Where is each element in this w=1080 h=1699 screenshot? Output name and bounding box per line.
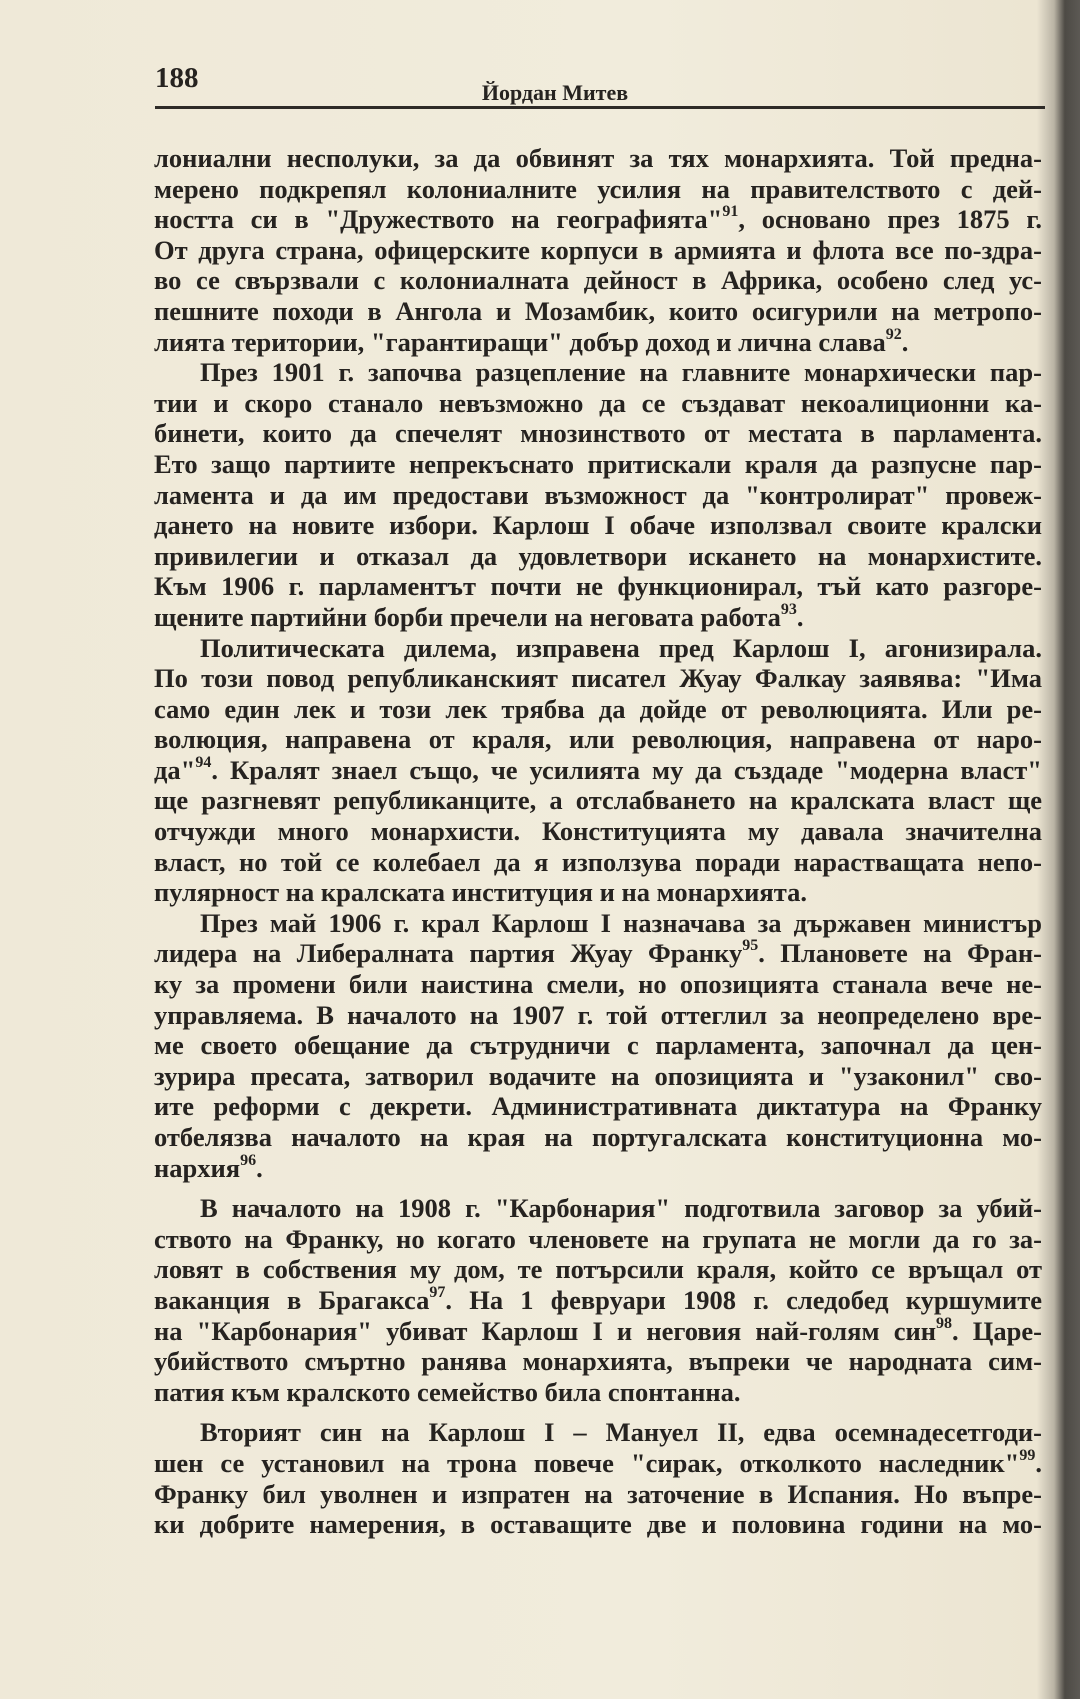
text-line-content [154, 510, 1042, 541]
text-line [154, 357, 1042, 388]
text-line [154, 1448, 1042, 1479]
text-run: Политическата дилема, изправена пред Карлош I, агонизирала. [200, 632, 1042, 663]
text-line-content [154, 235, 1042, 266]
text-line-content [154, 1479, 1042, 1510]
text-run: . [1035, 1447, 1042, 1478]
text-line-content [154, 969, 1042, 1000]
text-run: отбелязва началото на края на португалската конституционна мо- [154, 1122, 1042, 1152]
text-line-content [154, 1091, 1042, 1122]
text-run: Ето защо партиите непрекъснато притискали краля да разпусне пар- [154, 448, 1042, 479]
text-run: ку за промени били наистина смели, но опозицията станала вече не- [154, 969, 1042, 1000]
text-line-content [200, 633, 1042, 664]
text-line-content [154, 174, 1042, 205]
text-line-content [154, 1377, 740, 1408]
footnote-reference: 99 [1019, 1446, 1036, 1464]
footnote-reference: 98 [936, 1314, 953, 1332]
text-line-content [154, 602, 804, 633]
text-line-content [154, 785, 1042, 816]
running-title: Йордан Митев [481, 80, 629, 105]
text-line [154, 877, 1042, 908]
text-line-content [154, 1254, 1042, 1285]
text-line [154, 1030, 1042, 1061]
text-line [154, 755, 1042, 786]
text-run: . Плановете на Фран- [758, 938, 1042, 969]
text-run: пешните походи в Ангола и Мозамбик, които осигурили на метропо- [154, 295, 1042, 326]
text-run: . Кралят знаел също, че усилията му да създаде "модерна власт" [211, 754, 1042, 785]
text-line [154, 1091, 1042, 1122]
text-line-content [200, 1193, 1042, 1224]
text-run: на "Карбонария" убиват Карлош I и неговия най-голям син [154, 1315, 937, 1346]
text-line [154, 1000, 1042, 1031]
text-run: дането на новите избори. Карлош I обаче използвал своите кралски [154, 510, 1042, 541]
text-run: , основано през 1875 г. [738, 204, 1043, 235]
text-run: бинети, които да спечелят мнозинството от местата в парламента. [154, 418, 1042, 449]
text-line-content [154, 541, 1042, 572]
text-run: . Царе- [952, 1315, 1042, 1346]
text-run: Вторият син на Карлош I – Мануел II, едва осемнадесетгоди- [200, 1417, 1042, 1448]
text-run: отчужди много монархисти. Конституцията му давала значителна [154, 816, 1042, 847]
text-line [154, 1509, 1042, 1540]
text-run: ите реформи с декрети. Административната диктатура на Франку [154, 1091, 1042, 1122]
text-run: През май 1906 г. крал Карлош I назначава за държавен министър [200, 907, 1042, 938]
text-run: ме своето обещание да сътрудничи с парламента, започнал да цен- [154, 1030, 1042, 1061]
text-line [154, 938, 1042, 969]
text-run: ността си в "Дружеството на географията" [154, 204, 723, 235]
text-line [154, 1346, 1042, 1377]
text-line [154, 1417, 1042, 1448]
text-line-content [154, 1122, 1042, 1153]
text-line-content [200, 357, 1042, 388]
text-line-content [200, 1417, 1042, 1448]
text-line-content [154, 847, 1042, 878]
footnote-reference: 97 [429, 1283, 446, 1301]
text-run: ще разгневят републиканците, а отслабването на кралската власт ще [154, 785, 1042, 816]
text-line-content [154, 1285, 1042, 1316]
text-line [154, 541, 1042, 572]
footnote-reference: 92 [885, 325, 902, 343]
text-line [154, 602, 1042, 633]
text-run: лониални несполуки, за да обвинят за тях монархията. Той предна- [154, 143, 1042, 173]
text-line [154, 388, 1042, 419]
text-line [154, 418, 1042, 449]
text-line [154, 296, 1042, 327]
text-line [154, 327, 1042, 358]
text-run: . [796, 601, 804, 632]
text-line [154, 785, 1042, 816]
text-run: През 1901 г. започва разцепление на главните монархически пар- [200, 357, 1042, 388]
text-line-content [154, 1061, 1042, 1092]
footnote-reference: 95 [742, 937, 759, 955]
text-line [154, 724, 1042, 755]
text-line-content [154, 480, 1042, 511]
text-run: ваканция в Брагакса [154, 1284, 430, 1315]
text-line [154, 969, 1042, 1000]
text-run: . [256, 1152, 263, 1183]
text-line-content [154, 1153, 263, 1184]
text-line-content [154, 694, 1042, 725]
text-run: . [901, 326, 909, 357]
text-line-content [154, 418, 1042, 449]
text-line [154, 1153, 1042, 1184]
text-line-content [154, 1346, 1042, 1377]
text-line-content [154, 724, 1042, 755]
text-line-content [154, 816, 1042, 847]
text-line [154, 1377, 1042, 1408]
text-run: привилегии и отказал да удовлетвори искането на монархистите. [154, 540, 1042, 571]
text-run: волюция, направена от краля, или революция, направена от наро- [154, 724, 1042, 755]
text-run: лидера на Либералната партия Жуау Франку [154, 938, 743, 969]
text-line [154, 1479, 1042, 1510]
text-line-content [154, 327, 908, 358]
text-run: само един лек и този лек трябва да дойде от революцията. Или ре- [154, 693, 1042, 724]
text-run: ството на Франку, но когато членовете на групата не могли да го за- [154, 1223, 1042, 1254]
text-run: нархия [154, 1152, 241, 1183]
text-run: ловят в собствения му дом, те потърсили краля, който се връщал от [154, 1254, 1042, 1285]
footnote-reference: 91 [722, 203, 739, 221]
text-run: По този повод републиканският писател Жуау Фалкау заявява: "Има [154, 663, 1042, 694]
text-run: убийството смъртно ранява монархията, въпреки че народната сим- [154, 1346, 1042, 1377]
text-line [154, 449, 1042, 480]
text-line [154, 633, 1042, 664]
text-line [154, 1254, 1042, 1285]
text-run: во се свързвали с колониалната дейност в Африка, особено след ус- [154, 265, 1042, 296]
text-run: В началото на 1908 г. "Карбонария" подготвила заговор за убий- [200, 1193, 1042, 1224]
text-run: пулярност на кралската институция и на монархията. [154, 877, 807, 908]
text-line [154, 816, 1042, 847]
text-run: мерено подкрепял колониалните усилия на правителството с дей- [154, 173, 1042, 204]
text-line [154, 1316, 1042, 1347]
text-run: лията територии, "гарантиращи" добър доход и лична слава [154, 326, 886, 357]
text-line-content [154, 663, 1042, 694]
text-line [154, 663, 1042, 694]
text-run: власт, но той се колебаел да я използува поради нарастващата непо- [154, 846, 1042, 877]
text-run: управляема. В началото на 1907 г. той оттеглил за неопределено вре- [154, 999, 1042, 1030]
text-line [154, 265, 1042, 296]
text-line-content [200, 908, 1042, 939]
text-line-content [154, 1509, 1042, 1540]
text-run: тии и скоро станало невъзможно да се създават некоалиционни ка- [154, 387, 1042, 418]
text-run: От друга страна, офицерските корпуси в армията и флота все по-здра- [154, 234, 1042, 265]
footnote-reference: 96 [240, 1151, 257, 1169]
text-line [154, 908, 1042, 939]
text-run: . На 1 февруари 1908 г. следобед куршумите [445, 1284, 1043, 1315]
text-run: ки добрите намерения, в оставащите две и половина години на мо- [154, 1509, 1042, 1540]
text-line-content [154, 388, 1042, 419]
text-line [154, 480, 1042, 511]
text-line-content [154, 204, 1042, 235]
text-line-content [154, 143, 1042, 174]
text-line [154, 204, 1042, 235]
text-line-content [154, 1030, 1042, 1061]
text-line [154, 1224, 1042, 1255]
text-line-content [154, 1448, 1042, 1479]
text-line [154, 174, 1042, 205]
footnote-reference: 93 [780, 600, 797, 618]
text-line-content [154, 1224, 1042, 1255]
text-line-content [154, 265, 1042, 296]
text-line-content [154, 296, 1042, 327]
text-line-content [154, 449, 1042, 480]
text-run: патия към кралското семейство била спонтанна. [154, 1376, 741, 1407]
text-line-content [154, 571, 1042, 602]
text-run: щените партийни борби пречели на неговата работа [154, 601, 781, 632]
text-line [154, 510, 1042, 541]
text-run: шен се установил на трона повече "сирак, отколкото наследник" [154, 1447, 1020, 1478]
text-line-content [154, 1000, 1042, 1031]
text-line [154, 235, 1042, 266]
text-run: да" [154, 754, 196, 785]
header-rule [155, 106, 1045, 109]
body-text [154, 143, 1042, 1540]
text-run: Франку бил уволнен и изпратен на заточение в Испания. Но въпре- [154, 1478, 1042, 1509]
text-line [154, 1285, 1042, 1316]
text-line-content [154, 938, 1042, 969]
text-line [154, 143, 1042, 174]
text-line [154, 1193, 1042, 1224]
text-line [154, 1122, 1042, 1153]
text-line [154, 1061, 1042, 1092]
text-line-content [154, 1316, 1042, 1347]
text-line [154, 571, 1042, 602]
text-run: ламента и да им предостави възможност да "контролират" провеж- [154, 479, 1042, 510]
footnote-reference: 94 [195, 753, 212, 771]
page-number: 188 [155, 62, 199, 94]
text-line-content [154, 877, 807, 908]
text-run: зурира пресата, затворил водачите на опозицията и "узаконил" сво- [154, 1060, 1042, 1091]
text-line [154, 847, 1042, 878]
text-line [154, 694, 1042, 725]
text-line-content [154, 755, 1042, 786]
text-run: Към 1906 г. парламентът почти не функционирал, тъй като разгоре- [154, 571, 1042, 602]
